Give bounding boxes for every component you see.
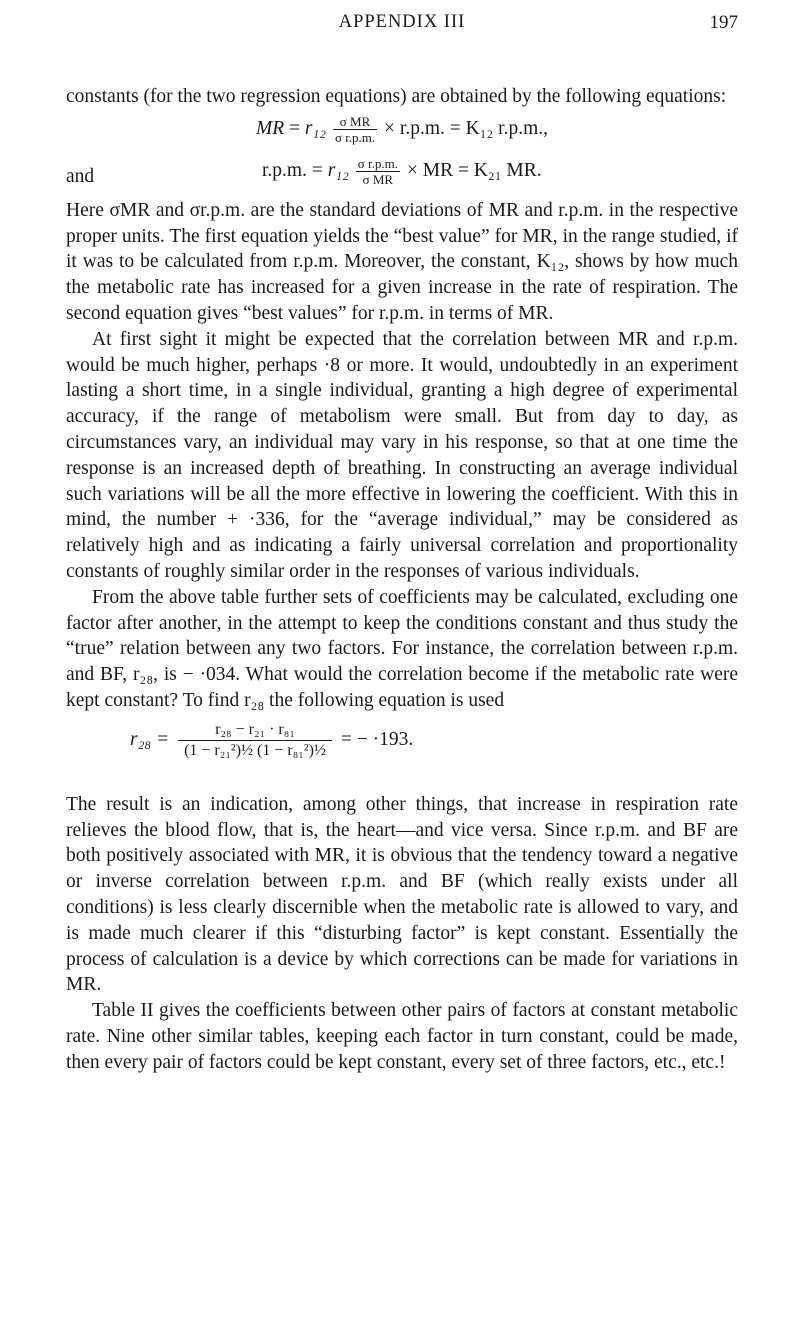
eq2-fraction	[356, 156, 400, 187]
paragraph-4: The result is an indication, among other things, that increase in respiration rate relieves the blood flow, that is, the heart—and vice versa. Since r.p.m. and BF are both positively associated with MR, it is obvious that the tendency toward a negative or inverse correlation between r.p.m. and BF (which really exists under all conditions) is less clearly discernible when the metabolic rate is allowed to vary, and is made much clearer if this “disturbing factor” is kept constant. Essentially the process of calculation is a device by which corrections can be made for variations in MR.	[66, 793, 738, 996]
partial-correlation-equation	[66, 714, 738, 792]
eq2-label: and	[66, 165, 95, 187]
eq3-numerator: r₂₈ − r₂₁ · r₈₁	[178, 720, 332, 741]
eq1-lhs: MR	[256, 117, 285, 139]
eq2-frac-num: σ r.p.m.	[357, 155, 398, 171]
eq2-frac-den: σ MR	[362, 171, 394, 187]
equation-3	[130, 720, 413, 761]
intro-text: constants (for the two regression equations) are obtained by the following equations:	[66, 86, 727, 107]
equation-1: MR = r₁₂ $\frac{\text{σ MR}}{\text{σ r.p.m.}}$ × r.p.m. = K₁₂ r.p.m.,	[256, 113, 549, 145]
paragraph-5: Table II gives the coefficients between other pairs of factors at constant metabolic rate. Nine other similar tables, keeping each factor in turn constant, could be made, then every pair of factors could be kept constant, every set of three factors, etc., etc.!	[66, 1000, 738, 1073]
running-head: APPENDIX III	[338, 12, 466, 32]
eq2-rest: × MR = K₂₁ MR.	[406, 159, 542, 181]
eq1-rest: × r.p.m. = K₁₂ r.p.m.,	[384, 117, 549, 139]
regression-equations	[66, 110, 738, 198]
eq3-lhs: r₂₈ =	[130, 728, 170, 750]
eq1-frac-den: σ r.p.m.	[334, 129, 376, 145]
eq1-frac-num: σ MR	[333, 114, 377, 130]
eq1-r12: r₁₂	[304, 117, 327, 139]
eq1-fraction	[333, 114, 377, 145]
eq2-r12: r₁₂	[327, 159, 349, 181]
body-text	[66, 84, 738, 1076]
page-header	[66, 12, 738, 52]
equation-2: and r.p.m. = r₁₂ $\frac{\text{σ r.p.m.}}{\text{σ MR}}$ × MR = K₂₁ MR.	[66, 156, 738, 196]
eq3-fraction	[178, 720, 332, 761]
eq3-denominator: (1 − r₂₁²)½ (1 − r₈₁²)½	[184, 741, 326, 759]
page-number: 197	[709, 12, 738, 33]
eq3-result: = − ·193.	[340, 728, 414, 750]
paragraph-3: From the above table further sets of coefficients may be calculated, excluding one factor after another, in the attempt to keep the conditions constant and thus study the “true” relation between any two factors. For instance, the correlation between r.p.m. and BF, r₂₈, is − ·034. What would the correlation become if the metabolic rate were kept constant? To find r₂₈ the following equation is used	[66, 586, 738, 711]
paragraph-1: Here σMR and σr.p.m. are the standard deviations of MR and r.p.m. in the respective proper units. The first equation yields the “best value” for MR, in the range studied, if it was to be calculated from r.p.m. Moreover, the constant, K₁₂, shows by how much the metabolic rate has increased for a given increase in the rate of respiration. The second equation gives “best values” for r.p.m. in terms of MR.	[66, 199, 738, 324]
eq2-lhs: r.p.m.	[262, 159, 307, 181]
paragraph-2: At first sight it might be expected that the correlation between MR and r.p.m. would be much higher, perhaps ·8 or more. It would, undoubtedly in an experiment lasting a short time, in a single individual, granting a high degree of experimental accuracy, if the range of metabolism were small. But from day to day, as circumstances vary, an individual may vary in his response, so that at one time the response is an increased depth of breathing. In constructing an average individual such variations will be all the more effective in lowering the coefficient. With this in mind, the number + ·336, for the “average individual,” may be considered as relatively high and as indicating a fairly universal correlation and proportionality constants of roughly similar order in the responses of various individuals.	[66, 328, 738, 582]
